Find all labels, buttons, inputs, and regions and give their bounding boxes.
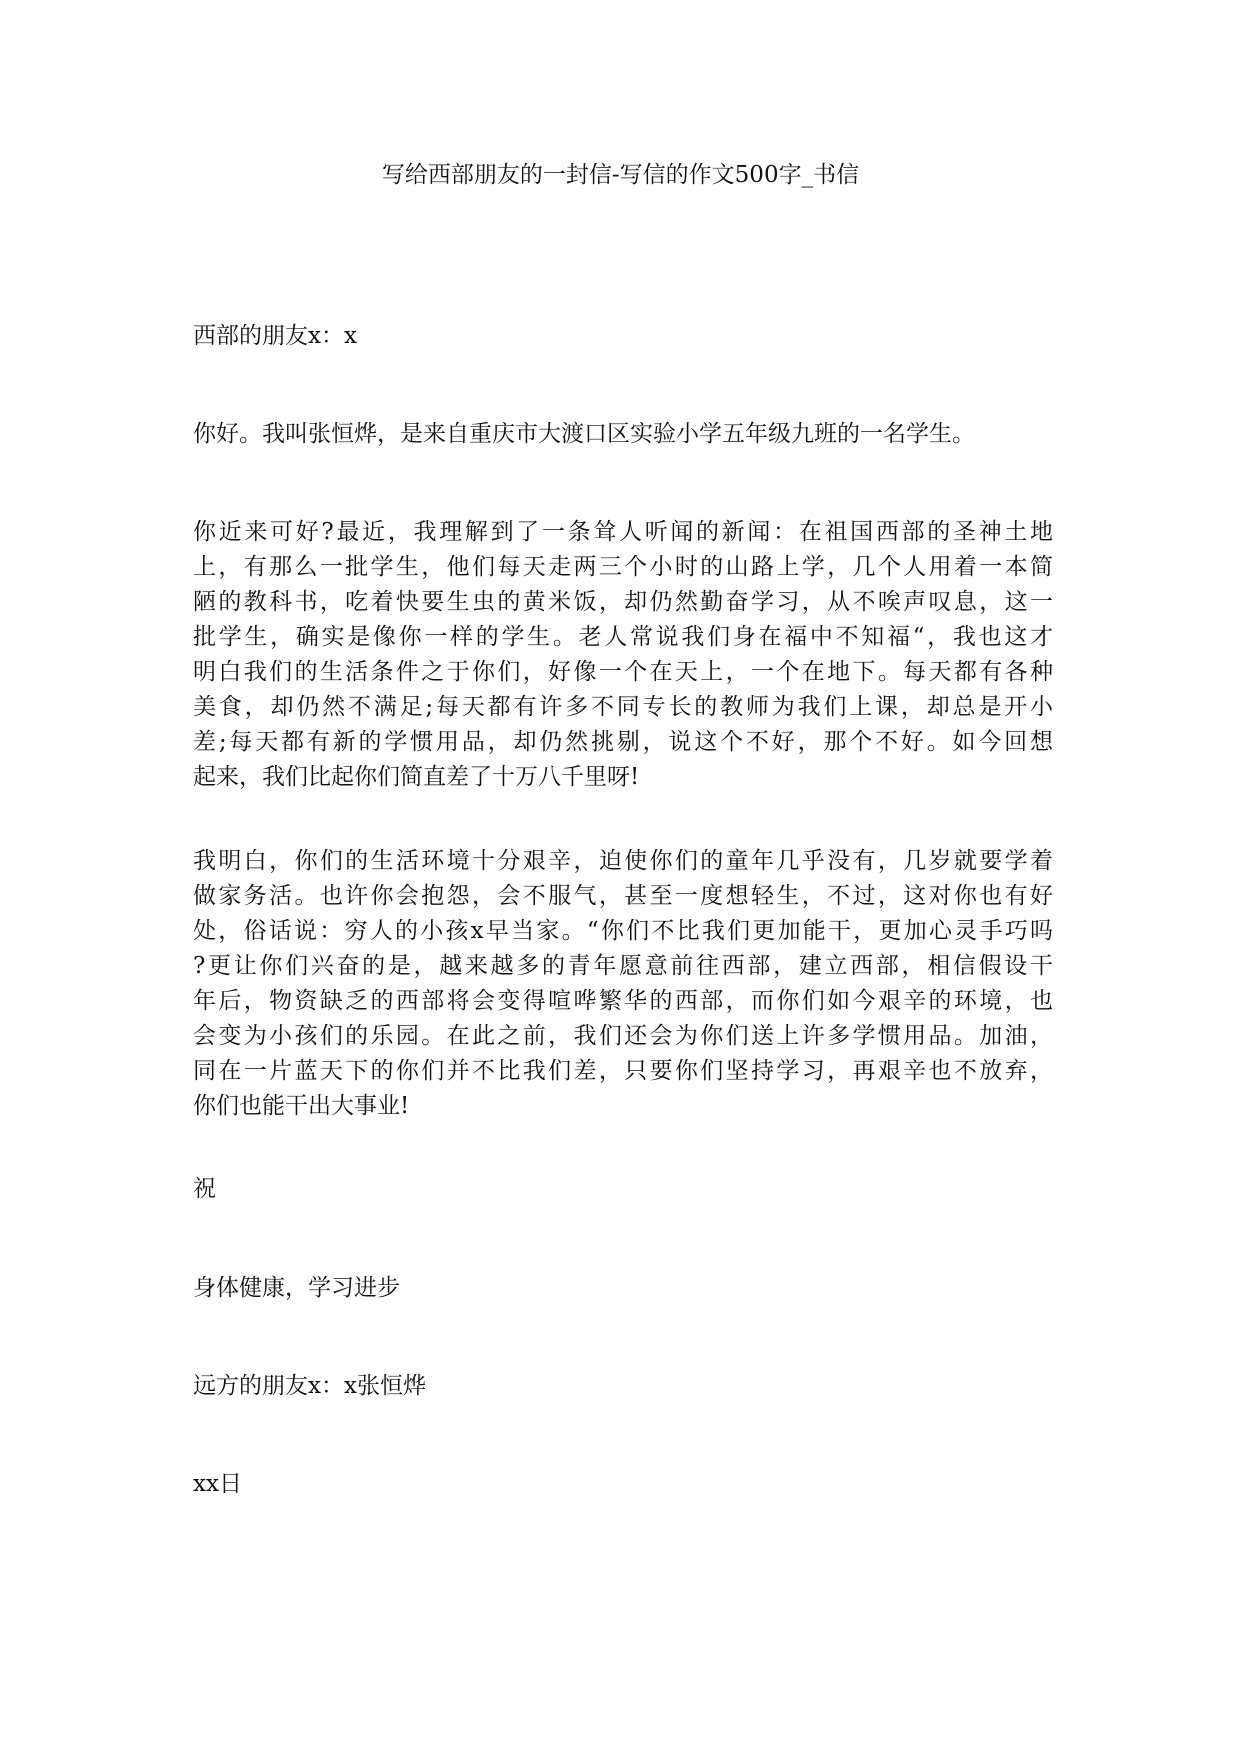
date-text: xx日 [193, 1471, 242, 1497]
paragraph-2-line: 做家务活。也许你会抱怨，会不服气，甚至一度想轻生，不过，这对你也有好 [193, 883, 1053, 909]
paragraph-2-line: ?更让你们兴奋的是，越来越多的青年愿意前往西部，建立西部，相信假设干 [193, 953, 1053, 979]
paragraph-1-line: 你近来可好?最近，我理解到了一条耸人听闻的新闻：在祖国西部的圣神土地 [193, 519, 1053, 545]
document-title: 写给西部朋友的一封信-写信的作文500字_书信 [381, 162, 860, 188]
body-paragraph-1 [193, 515, 1053, 795]
paragraph-1-line: 批学生，确实是像你一样的学生。老人常说我们身在福中不知福“，我也这才 [193, 624, 1053, 650]
paragraph-1-line: 明白我们的生活条件之于你们，好像一个在天上，一个在地下。每天都有各种 [193, 659, 1053, 685]
paragraph-2-line: 你们也能干出大事业! [193, 1093, 410, 1119]
greeting-paragraph [193, 417, 1053, 452]
paragraph-1-line: 美食，却仍然不满足;每天都有许多不同专长的教师为我们上课，却总是开小 [193, 694, 1053, 720]
closing-blessing-text: 身体健康，学习进步 [193, 1275, 400, 1301]
date [193, 1467, 1053, 1502]
salutation-text: 西部的朋友x：x [193, 323, 357, 349]
paragraph-1-line: 陋的教科书，吃着快要生虫的黄米饭，却仍然勤奋学习，从不唉声叹息，这一 [193, 589, 1053, 615]
paragraph-2-line: 会变为小孩们的乐园。在此之前，我们还会为你们送上许多学惯用品。加油， [193, 1023, 1053, 1049]
paragraph-1-line: 起来，我们比起你们简直差了十万八千里呀! [193, 764, 640, 790]
salutation [193, 319, 1053, 354]
paragraph-2-line: 同在一片蓝天下的你们并不比我们差，只要你们坚持学习，再艰辛也不放弃， [193, 1058, 1053, 1084]
closing-wish [193, 1172, 1053, 1207]
body-paragraph-2 [193, 844, 1053, 1124]
signature-text: 远方的朋友x：x张恒烨 [193, 1373, 426, 1399]
paragraph-2-line: 年后，物资缺乏的西部将会变得喧哗繁华的西部，而你们如今艰辛的环境，也 [193, 988, 1053, 1014]
paragraph-1-line: 上，有那么一批学生，他们每天走两三个小时的山路上学，几个人用着一本简 [193, 554, 1053, 580]
closing-blessing [193, 1271, 1053, 1306]
signature [193, 1369, 1053, 1404]
greeting-text: 你好。我叫张恒烨，是来自重庆市大渡口区实验小学五年级九班的一名学生。 [193, 421, 975, 447]
closing-wish-text: 祝 [193, 1176, 216, 1202]
paragraph-2-line: 处，俗话说：穷人的小孩x早当家。“你们不比我们更加能干，更加心灵手巧吗 [193, 918, 1053, 944]
paragraph-2-line: 我明白，你们的生活环境十分艰辛，迫使你们的童年几乎没有，几岁就要学着 [193, 848, 1053, 874]
paragraph-1-line: 差;每天都有新的学惯用品，却仍然挑剔，说这个不好，那个不好。如今回想 [193, 729, 1053, 755]
